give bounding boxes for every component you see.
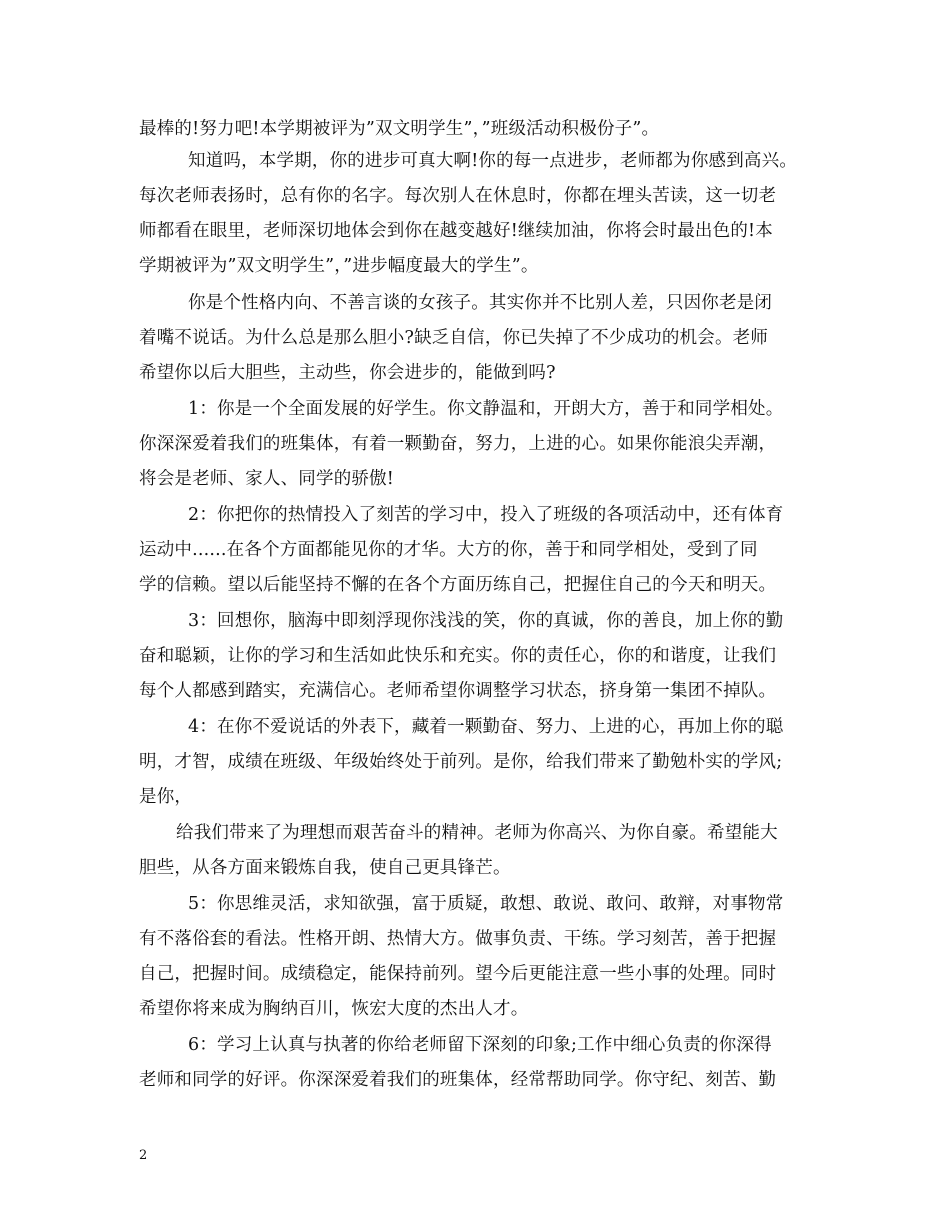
text-line: 3：回想你，脑海中即刻浮现你浅浅的笑，你的真诚，你的善良，加上你的勤: [188, 611, 784, 631]
text-line: 明，才智，成绩在班级、年级始终处于前列。是你，给我们带来了勤勉朴实的学风;: [139, 752, 783, 772]
text-line: 老师和同学的好评。你深深爱着我们的班集体，经常帮助同学。你守纪、刻苦、勤: [139, 1070, 777, 1090]
text-line: 奋和聪颖，让你的学习和生活如此快乐和充实。你的责任心，你的和谐度，让我们: [139, 646, 777, 666]
page-number: 2: [139, 1148, 148, 1163]
text-line: 有不落俗套的看法。性格开朗、热情大方。做事负责、干练。学习刻苦，善于把握: [139, 929, 777, 949]
text-line: 你是个性格内向、不善言谈的女孩子。其实你并不比别人差，只因你老是闭: [188, 293, 773, 313]
text-line: 学的信赖。望以后能坚持不懈的在各个方面历练自己，把握住自己的今天和明天。: [139, 575, 777, 595]
text-line: 将会是老师、家人、同学的骄傲!: [139, 469, 395, 489]
text-line: 最棒的!努力吧!本学期被评为”双文明学生”，”班级活动积极份子”。: [139, 119, 660, 139]
text-line: 每次老师表扬时，总有你的名字。每次别人在休息时，你都在埋头苦读，这一切老: [139, 186, 777, 206]
text-line: 运动中......在各个方面都能见你的才华。大方的你，善于和同学相处，受到了同: [139, 540, 758, 560]
text-line: 希望你以后大胆些，主动些，你会进步的，能做到吗?: [139, 363, 556, 383]
text-line: 1：你是一个全面发展的好学生。你文静温和，开朗大方，善于和同学相处。: [188, 399, 784, 419]
text-line: 学期被评为”双文明学生”，”进步幅度最大的学生”。: [139, 256, 539, 276]
text-line: 6：学习上认真与执著的你给老师留下深刻的印象;工作中细心负责的你深得: [188, 1035, 772, 1055]
text-line: 每个人都感到踏实，充满信心。老师希望你调整学习状态，挤身第一集团不掉队。: [139, 681, 777, 701]
text-line: 是你，: [139, 787, 193, 807]
text-line: 师都看在眼里，老师深切地体会到你在越变越好!继续加油，你将会时最出色的!本: [139, 221, 773, 241]
text-line: 胆些，从各方面来锻炼自我，使自己更具锋芒。: [139, 858, 511, 878]
text-line: 5：你思维灵活，求知欲强，富于质疑，敢想、敢说、敢问、敢辩，对事物常: [188, 894, 784, 914]
text-line: 2：你把你的热情投入了刻苦的学习中，投入了班级的各项活动中，还有体育: [188, 505, 784, 525]
text-line: 4：在你不爱说话的外表下，藏着一颗勤奋、努力、上进的心，再加上你的聪: [188, 717, 784, 737]
text-line: 希望你将来成为胸纳百川，恢宏大度的杰出人才。: [139, 999, 529, 1019]
text-line: 知道吗，本学期，你的进步可真大啊!你的每一点进步，老师都为你感到高兴。: [188, 151, 798, 171]
text-line: 着嘴不说话。为什么总是那么胆小?缺乏自信，你已失掉了不少成功的机会。老师: [139, 328, 769, 348]
text-line: 自己，把握时间。成绩稳定，能保持前列。望今后更能注意一些小事的处理。同时: [139, 964, 777, 984]
text-line: 给我们带来了为理想而艰苦奋斗的精神。老师为你高兴、为你自豪。希望能大: [176, 823, 778, 843]
text-line: 你深深爱着我们的班集体，有着一颗勤奋，努力，上进的心。如果你能浪尖弄潮，: [139, 434, 777, 454]
